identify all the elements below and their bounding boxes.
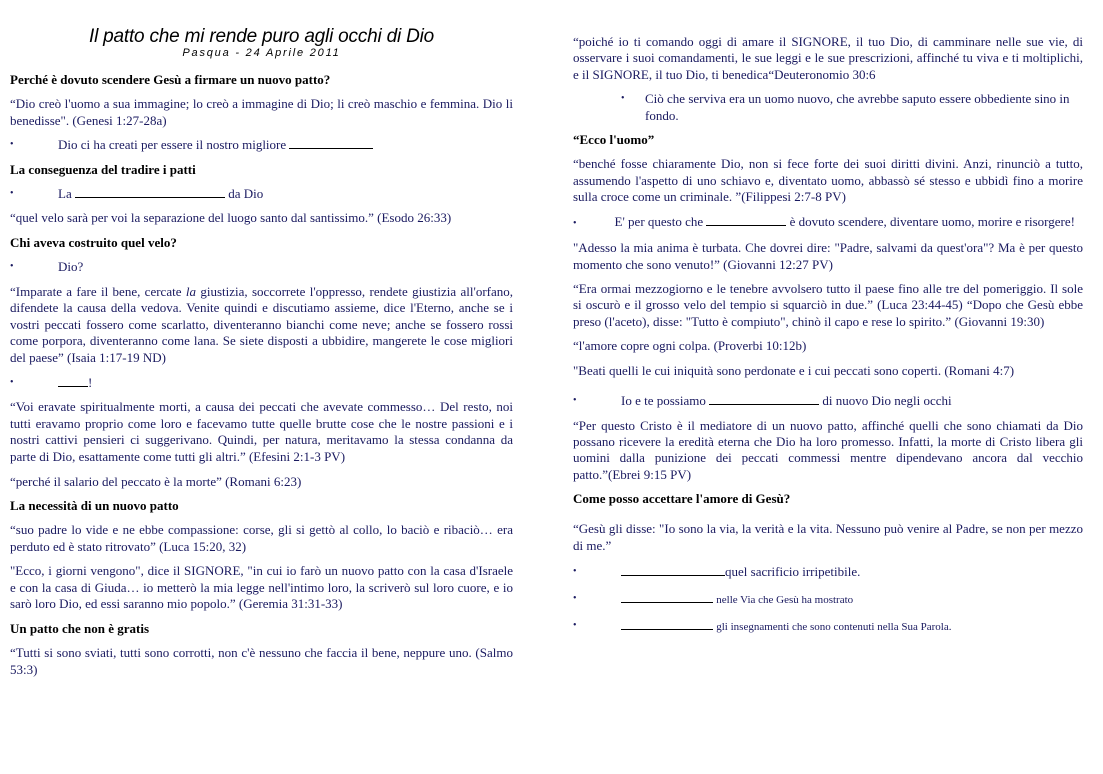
bullet-text: Dio? [58,258,84,274]
verse-paragraph: "Ecco, i giorni vengono", dice il SIGNORE, "in cui io farò un nuovo patto con la casa d'Israele e con la casa di Giuda… io metterò la mia legge nell'intimo loro, la scriverò sul loro cuore, e io sarò loro Dio, ed essi saranno mio popolo.” (Geremia 31:31-33) [10,563,513,612]
fill-blank [621,564,725,576]
verse-paragraph: “l'amore copre ogni colpa. (Proverbi 10:12b) [573,338,807,354]
bullet-icon: • [10,139,14,151]
bullet-text: ! [88,374,93,390]
bullet-text: di nuovo Dio negli occhi [822,393,952,409]
bullet-icon: • [573,620,577,632]
bullet-item [573,91,1083,124]
bullet-item [573,618,1083,636]
section-heading: Chi aveva costruito quel velo? [10,234,177,250]
bullet-icon: • [10,260,14,272]
bullet-text: quel sacrificio irripetibile. [725,564,861,580]
bullet-icon: • [10,187,14,199]
section-heading: Un patto che non è gratis [10,621,150,637]
bullet-icon: • [621,93,625,105]
bullet-text: è dovuto scendere, diventare uomo, morire e risorgere! [789,213,1075,229]
bullet-item [573,591,1083,609]
section-heading: “Ecco l'uomo” [573,132,655,148]
verse-text: “Imparate a fare il bene, cercate [10,283,182,299]
verse-paragraph: “Voi eravate spiritualmente morti, a causa dei peccati che avevate commesso… Del resto, noi tutti eravamo proprio come loro e facevamo tutte quelle brutte cose che le nostre passioni e i nostri cattivi pensieri ci suggerivano. Quindi, per natura, meritavamo la stessa condanna da parte di Dio, esattamente come tutti gli altri.” (Efesini 2:1-3 PV) [10,399,513,464]
bullet-icon: • [573,395,577,407]
verse-paragraph: “benché fosse chiaramente Dio, non si fece forte dei suoi diritti divini. Anzi, rinunciò a tutto, assumendo l'aspetto di uno schiavo e, diventato uomo, abbassò sé stesso e ubbidì fino a morire sulla croce come un criminale. ”(Filippesi 2:7-8 PV) [573,156,1083,205]
bullet-icon: • [10,376,14,388]
bullet-text: Ciò che serviva era un uomo nuovo, che avrebbe saputo essere obbediente sino in fondo. [645,91,1070,123]
verse-paragraph: "Adesso la mia anima è turbata. Che dovrei dire: "Padre, salvami da quest'ora"? Ma è per questo momento che sono venuto!” (Giovanni 12:27 PV) [573,240,1083,272]
fill-blank [289,137,373,149]
bullet-item [573,393,1083,410]
bullet-item [573,214,1083,233]
verse-paragraph: “Dio creò l'uomo a sua immagine; lo creò a immagine di Dio; li creò maschio e femmina. Dio li benedisse". (Genesi 1:27-28a) [10,96,513,128]
verse-paragraph: “quel velo sarà per voi la separazione del luogo santo dal santissimo.” (Esodo 26:33) [10,210,452,226]
verse-paragraph [10,284,513,367]
verse-text: giustizia, soccorrete l'oppresso, rendete giustizia all'orfano, difendete la causa della vedova. Venite quindi e discutiamo assieme, dice l'Eterno, anche se i vostri peccati fossero come scarlatto, diventeranno bianchi come neve; anche se fossero rossi come porpora, diventeranno come lana. Se siete disposti a ubbidire, mangerete le cose migliori del paese” (Isaia 1:17-19 ND) [10,283,514,365]
verse-paragraph: “suo padre lo vide e ne ebbe compassione: corse, gli si gettò al collo, lo baciò e ribaciò… era perduto ed è stato ritrovato” (Luca 15:20, 32) [10,522,513,554]
bullet-icon: • [573,592,577,604]
bullet-text: Dio ci ha creati per essere il nostro migliore [58,137,287,153]
verse-paragraph: “Gesù gli disse: "Io sono la via, la verità e la vita. Nessuno può venire al Padre, se non per mezzo di me.” [573,521,1083,553]
fill-blank [706,214,786,226]
fill-blank [621,591,713,603]
verse-paragraph: “Tutti si sono sviati, tutti sono corrotti, non c'è nessuno che faccia il bene, neppure uno. (Salmo 53:3) [10,645,513,677]
verse-paragraph: “poiché io ti comando oggi di amare il SIGNORE, il tuo Dio, di camminare nelle sue vie, di osservare i suoi comandamenti, le sue leggi e le sue prescrizioni, affinché tu viva e ti moltiplichi, e il SIGNORE, il tuo Dio, ti benedica“Deuteronomio 30:6 [573,34,1083,82]
bullet-text: E' per questo che [614,213,704,229]
fill-blank [58,375,88,387]
bullet-icon: • [573,217,577,229]
verse-paragraph: “perché il salario del peccato è la morte” (Romani 6:23) [10,473,302,489]
verse-paragraph: “Per questo Cristo è il mediatore di un nuovo patto, affinché quelli che sono chiamati da Dio possano ricevere la eredità eterna che Dio ha loro promesso. Infatti, la morte di Cristo libera gli uomini dalla punizione dei peccati commessi mentre dipendevano ancora dal vecchio patto.”(Ebrei 9:15 PV) [573,417,1083,482]
verse-text-italic: la [185,283,196,299]
fill-blank [75,186,225,198]
bullet-icon: • [573,566,577,578]
bullet-item [10,186,513,203]
verse-paragraph: “Era ormai mezzogiorno e le tenebre avvolsero tutto il paese fino alle tre del pomeriggio. Il sole si oscurò e il grosso velo del tempio si squarciò in due.” (Luca 23:44-45) “Dopo che Gesù ebbe preso (l'aceto), disse: "Tutto è compiuto", chinò il capo e rese lo spirito.” (Giovanni 19:30) [573,281,1083,329]
verse-paragraph: "Beati quelli le cui iniquità sono perdonate e i cui peccati sono coperti. (Romani 4:7) [573,362,1015,378]
bullet-text: gli insegnamenti che sono contenuti nella Sua Parola. [716,621,952,634]
section-heading: Come posso accettare l'amore di Gesù? [573,491,791,507]
bullet-item [573,564,1083,581]
bullet-text: nelle Via che Gesù ha mostrato [716,593,854,606]
bullet-text: da Dio [228,185,264,201]
bullet-item [10,137,513,154]
fill-blank [621,618,713,630]
page-title: Il patto che mi rende puro agli occhi di Dio [88,26,434,47]
title-block [10,27,513,60]
bullet-text: La [58,185,72,201]
left-column [10,27,513,686]
section-heading: La conseguenza del tradire i patti [10,161,196,177]
bullet-item [10,375,513,392]
page-subtitle: Pasqua - 24 Aprile 2011 [182,47,341,59]
section-heading: La necessità di un nuovo patto [10,498,179,514]
bullet-item [10,259,513,276]
section-heading: Perché è dovuto scendere Gesù a firmare un nuovo patto? [10,72,331,87]
right-column [573,34,1083,644]
bullet-text: Io e te possiamo [621,393,706,409]
fill-blank [709,393,819,405]
